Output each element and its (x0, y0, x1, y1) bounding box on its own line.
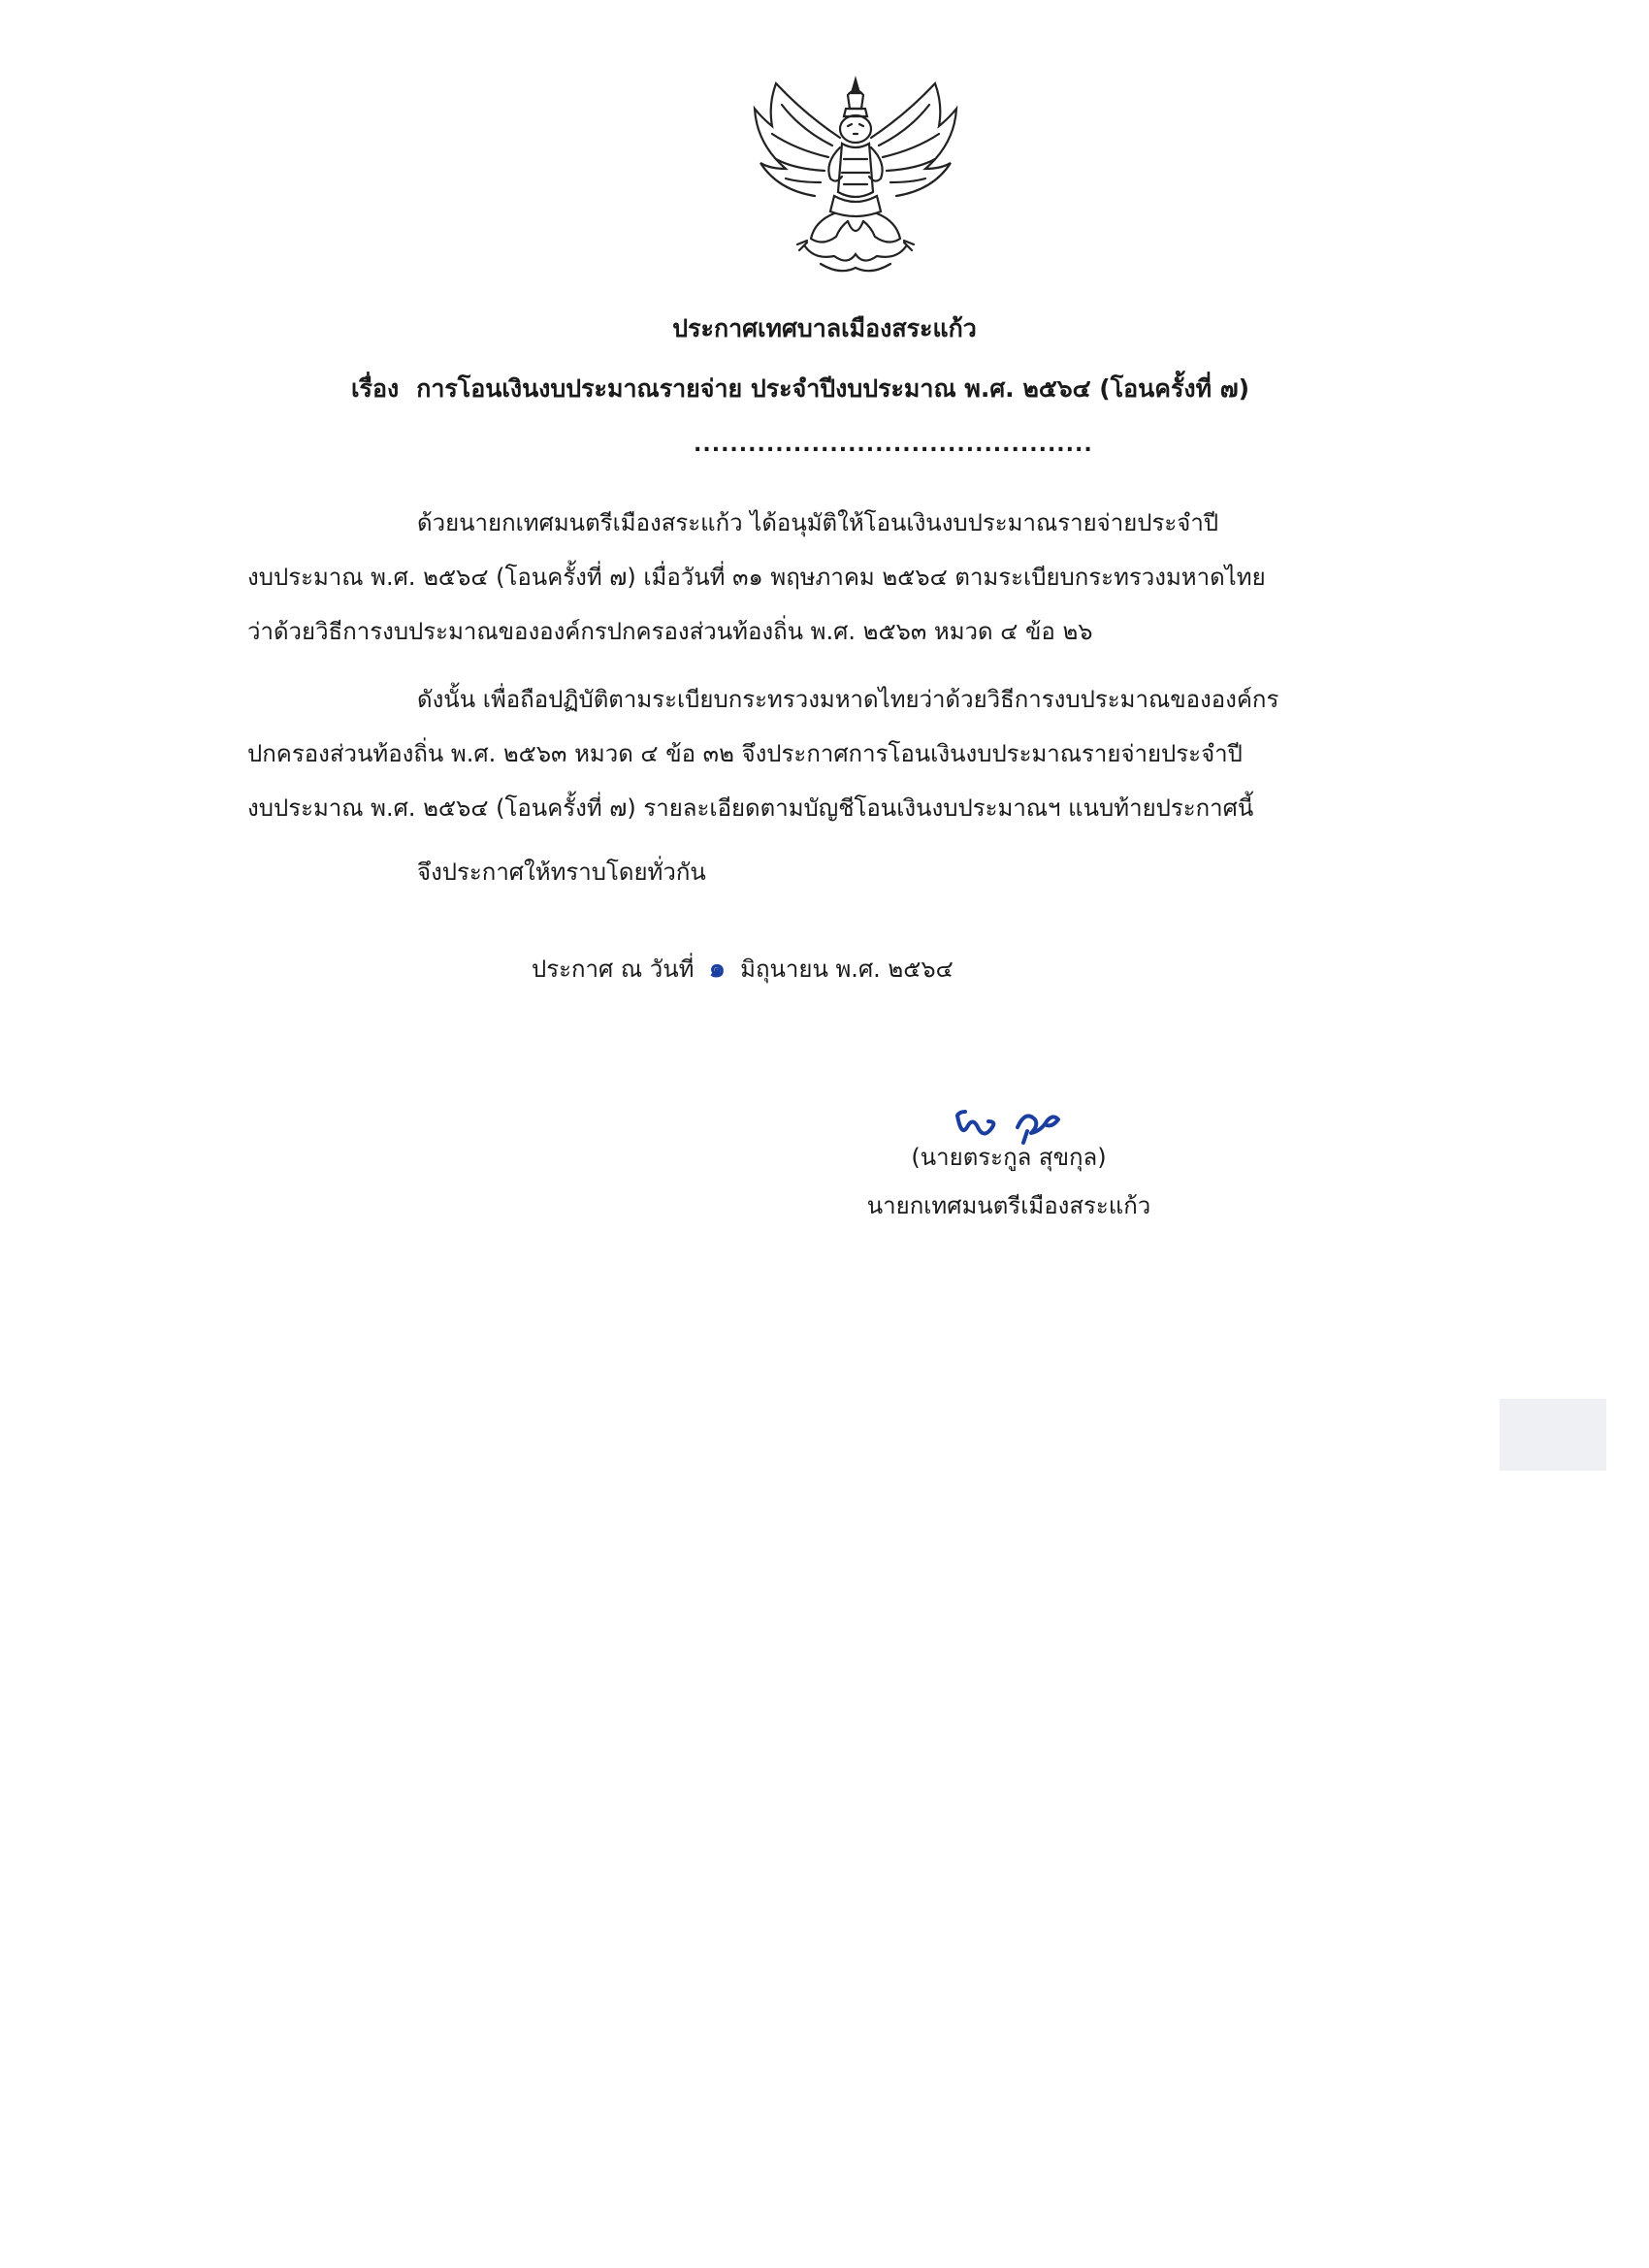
subject-label: เรื่อง (351, 374, 400, 403)
announcement-date (532, 953, 954, 986)
scan-margin-mark (1500, 1399, 1606, 1471)
date-prefix: ประกาศ ณ วันที่ (532, 956, 695, 983)
garuda-emblem-icon (747, 76, 965, 284)
paragraph-2-line-2: ปกครองส่วนท้องถิ่น พ.ศ. ๒๕๖๓ หมวด ๔ ข้อ ๓๒ จึงประกาศการโอนเงินงบประมาณรายจ่ายประจำปี (247, 740, 1243, 767)
paragraph-2-line-1: ดังนั้น เพื่อถือปฏิบัติตามระเบียบกระทรวงมหาดไทยว่าด้วยวิธีการงบประมาณขององค์กร (417, 686, 1279, 713)
title-separator: ............................................ (694, 433, 1093, 457)
date-day: ๑ (708, 954, 726, 984)
paragraph-1-line-2: งบประมาณ พ.ศ. ๒๕๖๔ (โอนครั้งที่ ๗) เมื่อวันที่ ๓๑ พฤษภาคม ๒๕๖๔ ตามระเบียบกระทรวงมหาดไทย (247, 564, 1266, 591)
signatory-position: นายกเทศมนตรีเมืองสระแก้ว (866, 1192, 1151, 1219)
announcement-title: ประกาศเทศบาลเมืองสระแก้ว (672, 314, 977, 342)
closing-statement: จึงประกาศให้ทราบโดยทั่วกัน (417, 859, 706, 886)
signatory-name: (นายตระกูล สุขกุล) (911, 1144, 1107, 1171)
announcement-subject (351, 373, 1249, 405)
paragraph-1-line-3: ว่าด้วยวิธีการงบประมาณขององค์กรปกครองส่วนท้องถิ่น พ.ศ. ๒๕๖๓ หมวด ๔ ข้อ ๒๖ (247, 618, 1093, 645)
subject-text: การโอนเงินงบประมาณรายจ่าย ประจำปีงบประมาณ พ.ศ. ๒๕๖๔ (โอนครั้งที่ ๗) (416, 374, 1250, 403)
date-month-year: มิถุนายน พ.ศ. ๒๕๖๔ (740, 956, 954, 983)
paragraph-2-line-3: งบประมาณ พ.ศ. ๒๕๖๔ (โอนครั้งที่ ๗) รายละเอียดตามบัญชีโอนเงินงบประมาณฯ แนบท้ายประกาศนี้ (247, 794, 1254, 822)
paragraph-1-line-1: ด้วยนายกเทศมนตรีเมืองสระแก้ว ได้อนุมัติให้โอนเงินงบประมาณรายจ่ายประจำปี (417, 509, 1219, 536)
